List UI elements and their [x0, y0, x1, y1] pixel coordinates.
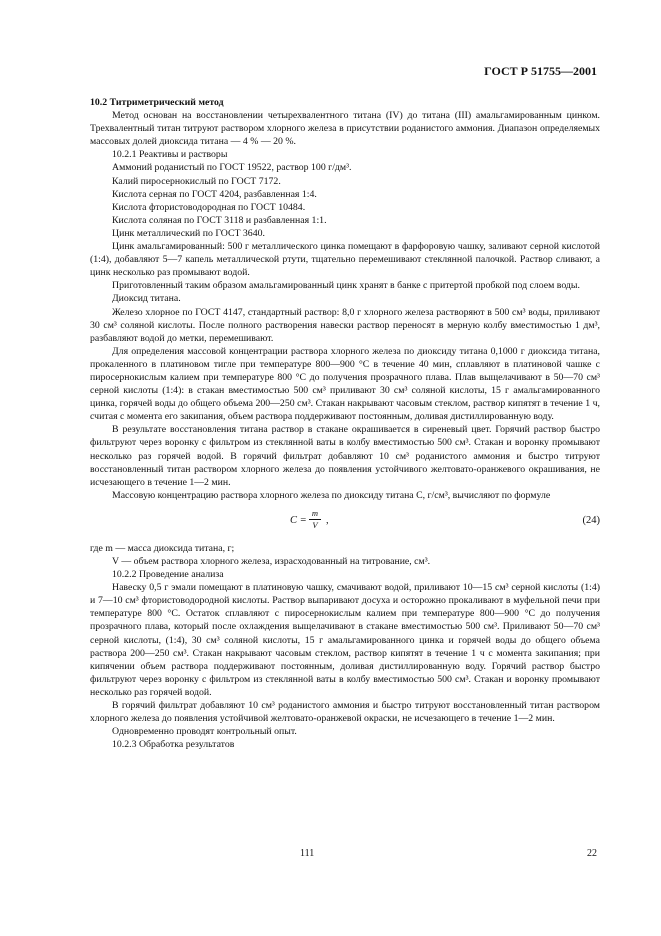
formula-numerator: m — [309, 508, 321, 520]
section-text-2 — [90, 542, 600, 752]
paragraph: 10.2.3 Обработка результатов — [112, 739, 235, 751]
document-header: ГОСТ Р 51755—2001 — [484, 64, 597, 78]
section-text-1 — [90, 96, 600, 502]
formula-24 — [90, 508, 600, 540]
page-number-left: 111 — [300, 848, 315, 859]
formula-fraction — [309, 508, 321, 531]
page-number-right: 22 — [587, 848, 597, 859]
formula-lhs: C = — [290, 514, 307, 526]
paragraph: Метод основан на восстановлении четырехвалентного титана (IV) до титана (III) амальгамированным цинком. Трехвалентный титан титруют раствором хлорного железа в присутствии роданистого аммония. Диапазон определяемых массовых долей диоксида титана — 4 % — 20 %. — [90, 110, 600, 148]
paragraph: Калий пиросернокислый по ГОСТ 7172. — [112, 175, 281, 187]
paragraph: 10.2.1 Реактивы и растворы — [112, 149, 228, 161]
formula-comma: , — [326, 514, 329, 526]
paragraph: 10.2.2 Проведение анализа — [112, 569, 224, 581]
paragraph: В горячий фильтрат добавляют 10 см³ роданистого аммония и быстро титруют восстановленный титан раствором хлорного железа до появления устойчивой желтовато-оранжевой окраски, не исчезающего в течение 1—2 мин. — [90, 700, 600, 725]
paragraph: Для определения массовой концентрации раствора хлорного железа по диоксиду титана 0,1000 г диоксида титана, прокаленного в платиновом тигле при температуре 800—900 °С в течение 40 мин, сплавляют в платиновой чашке с пиросернокислым калием при температуре 800 °С до получения прозрачного плава. Плав выщелачивают в 50—70 см³ серной кислоты (1:4): в стакан вместимостью 500 см³ приливают 30 см³ соляной кислоты, 15 г амальгамированного цинка, горячей воды до общего объема 200—250 см³. Стакан накрывают часовым стеклом, раствор кипятят в течение 1 ч, считая с момента его закипания, объем раствора поддерживают постоянным, доливая дистиллированную воду. — [90, 345, 600, 423]
document-body — [90, 96, 600, 751]
formula-number: (24) — [582, 514, 600, 526]
paragraph: Цинк металлический по ГОСТ 3640. — [112, 227, 265, 239]
paragraph: Одновременно проводят контрольный опыт. — [112, 726, 297, 738]
paragraph: V — объем раствора хлорного железа, израсходованный на титрование, см³. — [112, 556, 431, 567]
paragraph: Кислота серная по ГОСТ 4204, разбавленная 1:4. — [112, 188, 317, 200]
paragraph: Навеску 0,5 г эмали помещают в платиновую чашку, смачивают водой, приливают 10—15 см³ серной кислоты (1:4) и 7—10 см³ фтористоводородной кислоты. Раствор выпаривают досуха и осторожно прокаливают в муфельной печи при температуре 800 °С. Остаток сплавляют с пиросернокислым калием при температуре 800—900 °С до получения прозрачного плава, который после охлаждения выщелачивают в стакане вместимостью 500 см³. Приливают 50—70 см³ серной кислоты, (1:4), 30 см³ соляной кислоты, 15 г амальгамированного цинка и горячей воды до общего объема раствора 200—250 см³. Стакан накрывают часовым стеклом, раствор кипятят в течение 1 ч с момента закипания; при кипячении объем раствора поддерживают постоянным, доливая дистиллированную воду. Горячий раствор быстро фильтруют через воронку с фильтром из стеклянной ваты в колбу вместимостью 500 см³. Стакан и воронку промывают несколько раз горячей водой. — [90, 582, 600, 698]
paragraph: Цинк амальгамированный: 500 г металлического цинка помещают в фарфоровую чашку, заливают серной кислотой (1:4), добавляют 5—7 капель металлической ртути, тщательно перемешивают стеклянной палочкой. Раствор сливают, а цинк несколько раз промывают водой. — [90, 241, 600, 279]
paragraph: где m — масса диоксида титана, г; — [90, 542, 235, 554]
paragraph: Массовую концентрацию раствора хлорного железа по диоксиду титана С, г/см³, вычисляют по формуле — [112, 489, 551, 501]
paragraph: Приготовленный таким образом амальгамированный цинк хранят в банке с притертой пробкой под слоем воды. — [112, 280, 580, 292]
paragraph: Аммоний роданистый по ГОСТ 19522, раствор 100 г/дм³. — [112, 162, 352, 174]
formula-denominator: V — [312, 519, 318, 530]
paragraph: 10.2 Титриметрический метод — [90, 97, 224, 108]
paragraph: Диоксид титана. — [112, 293, 181, 305]
paragraph: Железо хлорное по ГОСТ 4147, стандартный раствор: 8,0 г хлорного железа растворяют в 500 см³ воды, приливают 30 см³ соляной кислоты. После полного растворения навески раствор переносят в мерную колбу вместимостью 1 дм³, разбавляют водой до метки, перемешивают. — [90, 306, 600, 344]
paragraph: В результате восстановления титана раствор в стакане окрашивается в сиреневый цвет. Горячий раствор быстро фильтруют через воронку с фильтром из стеклянной ваты в колбу вместимостью 500 см³. Стакан и воронку промывают несколько раз горячей водой. В горячий фильтрат добавляют 10 см³ роданистого аммония и быстро титруют восстановленный титан раствором хлорного железа до появления устойчивого желтовато-оранжевого окрашивания, не исчезающего в течение 1—2 мин. — [90, 424, 600, 488]
paragraph: Кислота соляная по ГОСТ 3118 и разбавленная 1:1. — [112, 214, 327, 226]
paragraph: Кислота фтористоводородная по ГОСТ 10484. — [112, 201, 306, 213]
